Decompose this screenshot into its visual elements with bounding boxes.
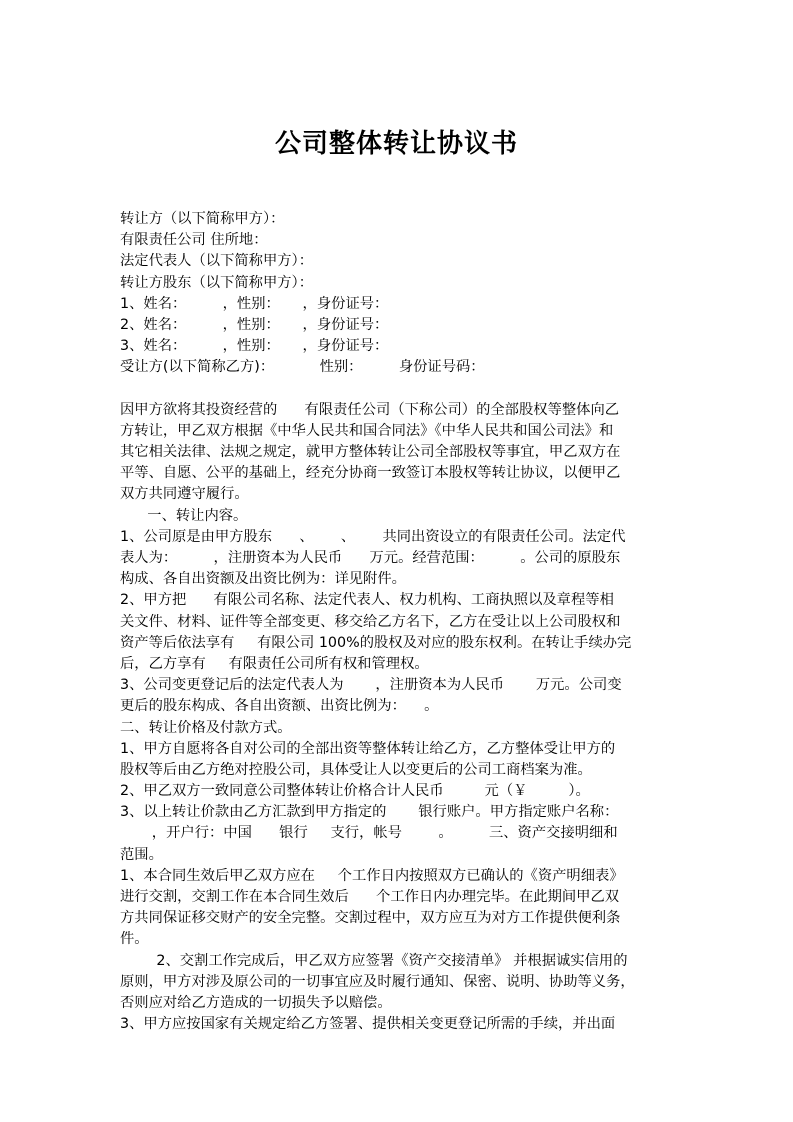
body-line: 二、转让价格及付款方式。 bbox=[120, 719, 292, 736]
body-line: 3、公司变更登记后的法定代表人为 ，注册资本为人民币 万元。公司变 bbox=[120, 677, 622, 694]
body-line: 法定代表人（以下简称甲方）： bbox=[120, 253, 314, 270]
body-line: 件。 bbox=[120, 931, 149, 948]
body-line: 2、甲乙双方一致同意公司整体转让价格合计人民币 元（￥ ）。 bbox=[120, 783, 590, 800]
document-title: 公司整体转让协议书 bbox=[274, 129, 518, 159]
body-line: 1、姓名： ，性别： ，身份证号： bbox=[120, 295, 389, 312]
body-line: ，开户行：中国 银行 支行，帐号 。 三、资产交接明细和 bbox=[120, 825, 618, 842]
body-line: 2、甲方把 有限公司名称、法定代表人、权力机构、工商执照以及章程等相 bbox=[120, 592, 614, 609]
body-line: 资产等后依法享有 有限公司 100%的股权及对应的股东权利。在转让手续办完 bbox=[120, 634, 632, 651]
body-line: 股权等后由乙方绝对控股公司，具体受让人以变更后的公司工商档案为准。 bbox=[120, 761, 592, 778]
body-line: 原则，甲方对涉及原公司的一切事宜应及时履行通知、保密、说明、协助等义务， bbox=[120, 973, 635, 990]
blank-line bbox=[120, 379, 675, 400]
body-line: 方共同保证移交财产的安全完整。交割过程中，双方应互为对方工作提供便利条 bbox=[120, 910, 621, 927]
body-line: 因甲方欲将其投资经营的 有限责任公司（下称公司）的全部股权等整体向乙 bbox=[120, 401, 620, 418]
body-line: 1、公司原是由甲方股东 、 、 共同出资设立的有限责任公司。法定代 bbox=[120, 528, 626, 545]
body-line: 方转让，甲乙双方根据《中华人民共和国合同法》《中华人民共和国公司法》和 bbox=[120, 422, 614, 439]
body-line: 进行交割，交割工作在本合同生效后 个工作日内办理完毕。在此期间甲乙双 bbox=[120, 889, 620, 905]
body-line: 否则应对给乙方造成的一切损失予以赔偿。 bbox=[120, 994, 392, 1011]
body-line: 一、转让内容。 bbox=[120, 507, 248, 524]
body-line: 3、以上转让价款由乙方汇款到甲方指定的 银行账户。甲方指定账户名称： bbox=[120, 804, 619, 821]
body-line: 2、姓名： ，性别： ，身份证号： bbox=[120, 316, 389, 333]
body-line: 范围。 bbox=[120, 846, 163, 863]
body-line: 受让方(以下简称乙方)： 性别： 身份证号码： bbox=[120, 359, 485, 376]
body-line: 表人为： ，注册资本为人民币 万元。经营范围： 。公司的原股东 bbox=[120, 550, 621, 566]
body-line: 1、甲方自愿将各自对公司的全部出资等整体转让给乙方，乙方整体受让甲方的 bbox=[120, 740, 616, 757]
body-line: 双方共同遵守履行。 bbox=[120, 486, 249, 503]
body-line: 转让方股东（以下简称甲方）： bbox=[120, 274, 314, 291]
body-line: 1、本合同生效后甲乙双方应在 个工作日内按照双方已确认的《资产明细表》 bbox=[120, 867, 624, 884]
body-line: 其它相关法律、法规之规定，就甲方整体转让公司全部股权等事宜，甲乙双方在 bbox=[120, 444, 621, 461]
body-line: 3、姓名： ，性别： ，身份证号： bbox=[120, 338, 389, 355]
body-line: 后，乙方享有 有限责任公司所有权和管理权。 bbox=[120, 655, 429, 672]
body-line: 有限责任公司 住所地： bbox=[120, 232, 268, 249]
body-line: 更后的股东构成、各自出资额、出资比例为： 。 bbox=[120, 698, 439, 715]
body-line: 平等、自愿、公平的基础上，经充分协商一致签订本股权等转让协议，以便甲乙 bbox=[120, 465, 621, 482]
body-line: 构成、各自出资额及出资比例为：详见附件。 bbox=[120, 571, 406, 588]
body-line: 3、甲方应按国家有关规定给乙方签署、提供相关变更登记所需的手续，并出面 bbox=[120, 1016, 616, 1033]
body-line: 2、交割工作完成后，甲乙双方应签署《资产交接清单》 并根据诚实信用的 bbox=[120, 952, 628, 969]
body-line: 关文件、材料、证件等全部变更、移交给乙方名下，乙方在受让以上公司股权和 bbox=[120, 613, 621, 630]
body-line: 转让方（以下简称甲方）： bbox=[120, 211, 285, 227]
document-body bbox=[120, 209, 675, 1035]
